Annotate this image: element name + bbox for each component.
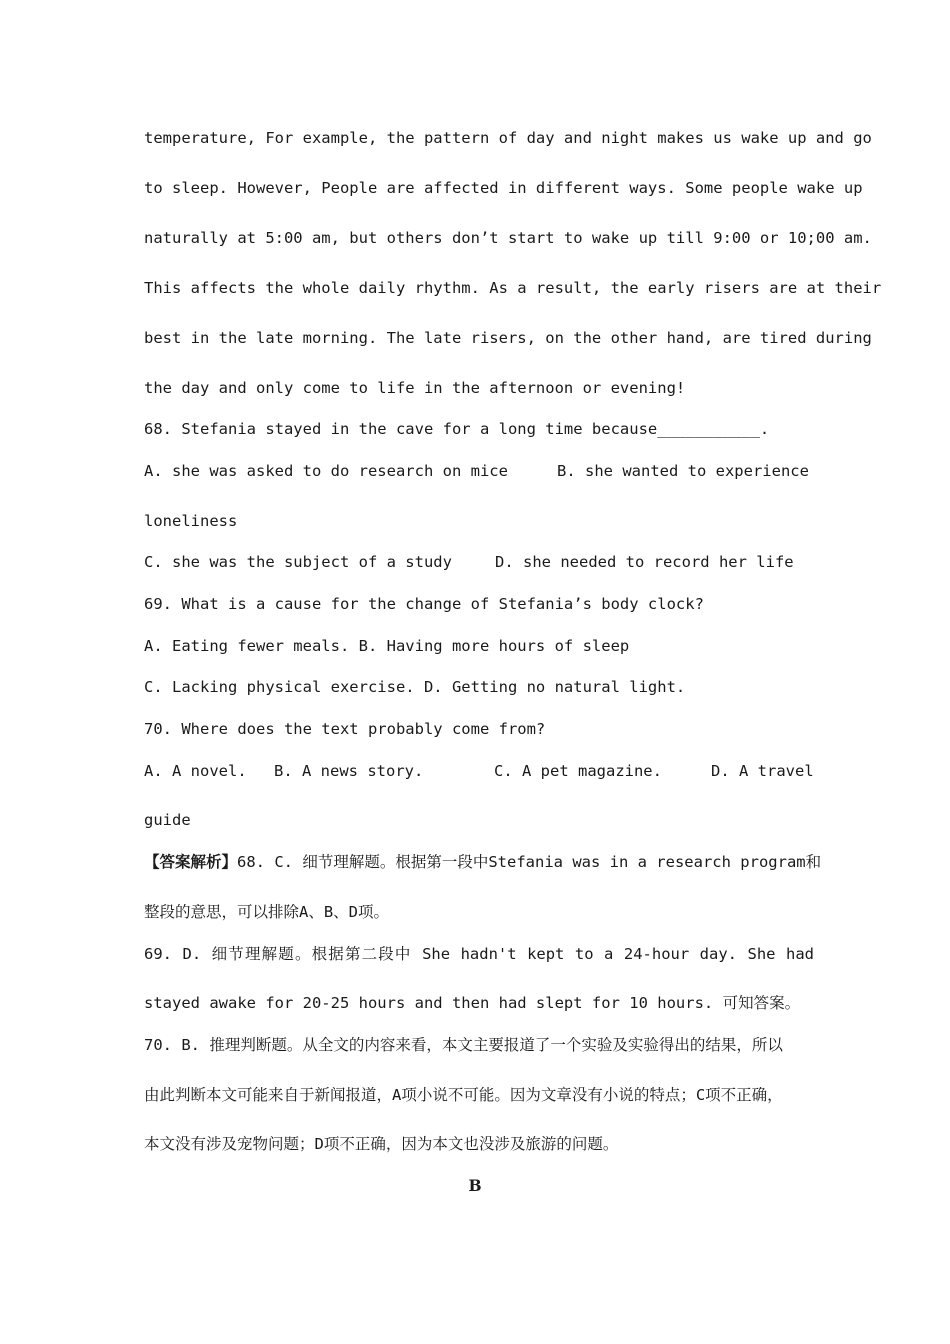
option-68-d: D. she needed to record her life bbox=[495, 553, 794, 571]
passage-line: to sleep. However, People are affected in different ways. Some people wake up bbox=[144, 179, 863, 197]
question-69-options-cd: C. Lacking physical exercise. D. Getting no natural light. bbox=[144, 678, 686, 696]
passage-line: This affects the whole daily rhythm. As a result, the early risers are at their bbox=[144, 279, 882, 297]
option-68-c: C. she was the subject of a study bbox=[144, 553, 452, 571]
answer-68-line-2: 整段的意思，可以排除A、B、D项。 bbox=[144, 903, 389, 921]
option-70-d: D. A travel bbox=[711, 762, 814, 780]
option-70-d-continued: guide bbox=[144, 811, 191, 829]
option-68-b: B. she wanted to experience bbox=[557, 462, 809, 480]
section-label: B bbox=[468, 1176, 482, 1195]
answer-70-line-1: 70. B. 推理判断题。从全文的内容来看，本文主要报道了一个实验及实验得出的结果，所以 bbox=[144, 1036, 783, 1054]
passage-line: naturally at 5:00 am, but others don’t start to wake up till 9:00 or 10;00 am. bbox=[144, 229, 872, 247]
answer-70-line-2: 由此判断本文可能来自于新闻报道，A项小说不可能。因为文章没有小说的特点；C项不正确， bbox=[144, 1086, 783, 1104]
passage-line: temperature, For example, the pattern of day and night makes us wake up and go bbox=[144, 129, 872, 147]
answer-analysis-label: 【答案解析】 bbox=[144, 853, 238, 871]
option-68-a: A. she was asked to do research on mice bbox=[144, 462, 508, 480]
answer-70-line-3: 本文没有涉及宠物问题；D项不正确，因为本文也没涉及旅游的问题。 bbox=[144, 1135, 619, 1153]
option-70-a: A. A novel. bbox=[144, 762, 247, 780]
question-70-stem: 70. Where does the text probably come from? bbox=[144, 720, 546, 738]
question-68-stem: 68. Stefania stayed in the cave for a long time because___________. bbox=[144, 420, 770, 438]
option-70-c: C. A pet magazine. bbox=[494, 762, 662, 780]
answer-69-line-2: stayed awake for 20-25 hours and then had slept for 10 hours. 可知答案。 bbox=[144, 994, 801, 1012]
passage-line: the day and only come to life in the afternoon or evening! bbox=[144, 379, 686, 397]
answer-68-line bbox=[144, 852, 822, 872]
answer-69-line-1: 69. D. 细节理解题。根据第二段中 She hadn't kept to a 24-hour day. She had bbox=[144, 945, 814, 963]
option-68-b-continued: loneliness bbox=[144, 512, 238, 530]
passage-line: best in the late morning. The late risers, on the other hand, are tired during bbox=[144, 329, 872, 347]
answer-68-text: 68. C. 细节理解题。根据第一段中Stefania was in a research program和 bbox=[237, 853, 822, 871]
question-69-options-ab: A. Eating fewer meals. B. Having more hours of sleep bbox=[144, 637, 630, 655]
question-69-stem: 69. What is a cause for the change of Stefania’s body clock? bbox=[144, 595, 704, 613]
option-70-b: B. A news story. bbox=[274, 762, 424, 780]
